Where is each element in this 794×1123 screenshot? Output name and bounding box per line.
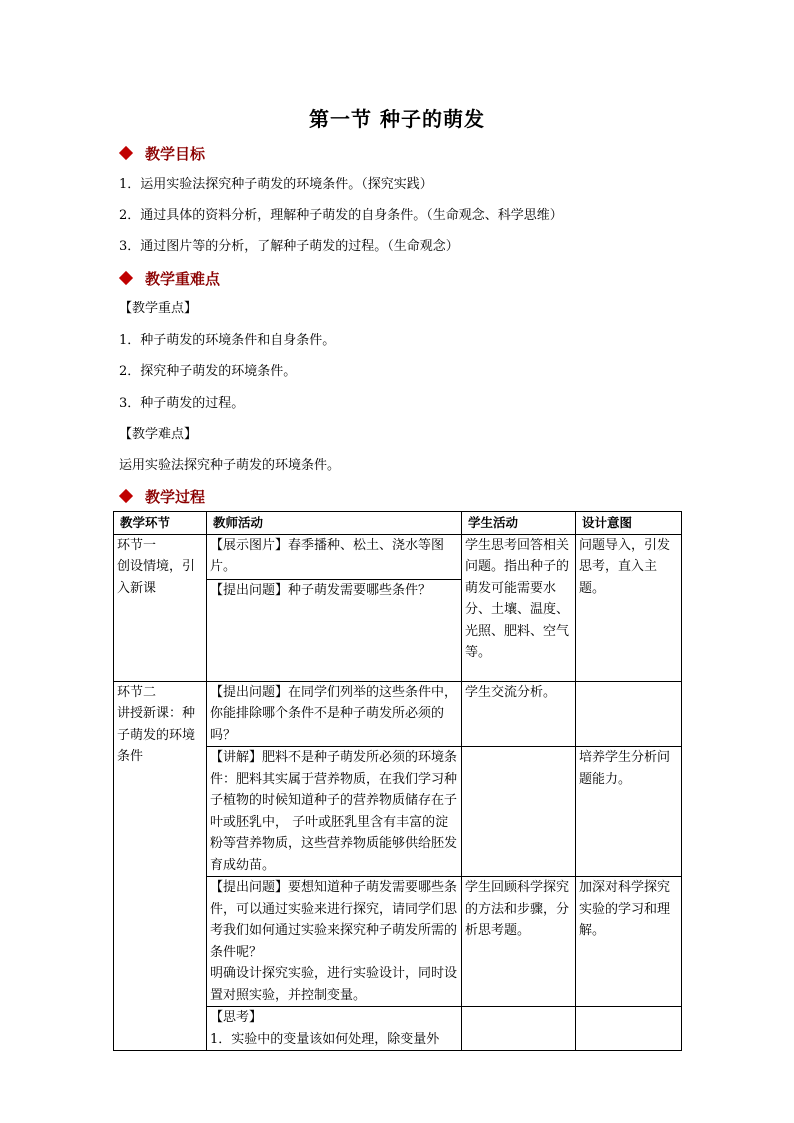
student-cell: 学生回顾科学探究的方法和步骤，分析思考题。 <box>462 877 576 1007</box>
section-heading-key-points <box>119 267 220 289</box>
teacher-cell: 【提出问题】在同学们列举的这些条件中，你能排除哪个条件不是种子萌发所必须的吗？ <box>207 681 462 747</box>
stage-name: 环节一 创设情境，引入新课 <box>117 537 196 596</box>
teacher-cell: 【展示图片】春季播种、松土、浇水等图片。 <box>207 534 462 579</box>
teacher-cell: 【提出问题】要想知道种子萌发需要哪些条件，可以通过实验来进行探究，请同学们思考我们如何通过实验来探究种子萌发所需的条件呢？ 明确设计探究实验，进行实验设计，同时设置对照实验，并控制变量。 <box>207 877 462 1007</box>
intent-cell <box>576 1007 682 1051</box>
student-cell: 学生交流分析。 <box>462 681 576 747</box>
section-heading-label: 教学目标 <box>145 144 206 163</box>
intent-cell: 加深对科学探究实验的学习和理解。 <box>576 877 682 1007</box>
intent-cell: 问题导入，引发思考，直入主题。 <box>576 534 682 681</box>
teacher-cell: 【提出问题】种子萌发需要哪些条件？ <box>207 579 462 681</box>
stage-name: 环节二 讲授新课：种子萌发的环境条件 <box>117 684 196 764</box>
goal-item: 3．通过图片等的分析，了解种子萌发的过程。（生命观念） <box>119 239 459 254</box>
focus-item: 3．种子萌发的过程。 <box>119 396 245 411</box>
student-cell <box>462 747 576 877</box>
teacher-cell: 【思考】 1．实验中的变量该如何处理，除变量外 <box>207 1007 462 1051</box>
stage-cell <box>114 534 207 681</box>
section-heading-goals <box>119 142 205 164</box>
intent-cell <box>576 681 682 747</box>
section-heading-label: 教学重难点 <box>145 269 221 288</box>
table-row <box>114 534 682 579</box>
teacher-cell: 【讲解】肥料不是种子萌发所必须的环境条件：肥料其实属于营养物质，在我们学习种子植物的时候知道种子的营养物质储存在子叶或胚乳中， 子叶或胚乳里含有丰富的淀粉等营养物质，这些营养物质能够供给胚发育成幼苗。 <box>207 747 462 877</box>
diamond-bullet-icon <box>119 489 133 503</box>
focus-item: 2．探究种子萌发的环境条件。 <box>119 364 297 379</box>
table-header-row <box>114 512 682 535</box>
focus-item: 1．种子萌发的环境条件和自身条件。 <box>119 333 336 348</box>
diamond-bullet-icon <box>119 271 133 285</box>
page-title: 第一节 种子的萌发 <box>309 107 485 131</box>
difficulty-label: 【教学难点】 <box>119 427 198 442</box>
section-heading-process <box>119 485 205 507</box>
goal-item: 1．运用实验法探究种子萌发的环境条件。（探究实践） <box>119 177 433 192</box>
student-cell <box>462 1007 576 1051</box>
focus-label: 【教学重点】 <box>119 301 198 316</box>
table-header-cell: 设计意图 <box>576 512 682 535</box>
stage-cell <box>114 681 207 1051</box>
table-header-cell: 教师活动 <box>207 512 462 535</box>
table-header-cell: 学生活动 <box>462 512 576 535</box>
section-heading-label: 教学过程 <box>145 487 206 506</box>
diamond-bullet-icon <box>119 146 133 160</box>
difficulty-text: 运用实验法探究种子萌发的环境条件。 <box>119 458 341 473</box>
table-header-cell: 教学环节 <box>114 512 207 535</box>
student-cell: 学生思考回答相关问题。指出种子的萌发可能需要水分、土壤、温度、光照、肥料、空气等。 <box>462 534 576 681</box>
goal-item: 2．通过具体的资料分析，理解种子萌发的自身条件。（生命观念、科学思维） <box>119 208 563 223</box>
intent-cell: 培养学生分析问题能力。 <box>576 747 682 877</box>
table-row <box>114 681 682 747</box>
teaching-process-table <box>113 511 682 1051</box>
